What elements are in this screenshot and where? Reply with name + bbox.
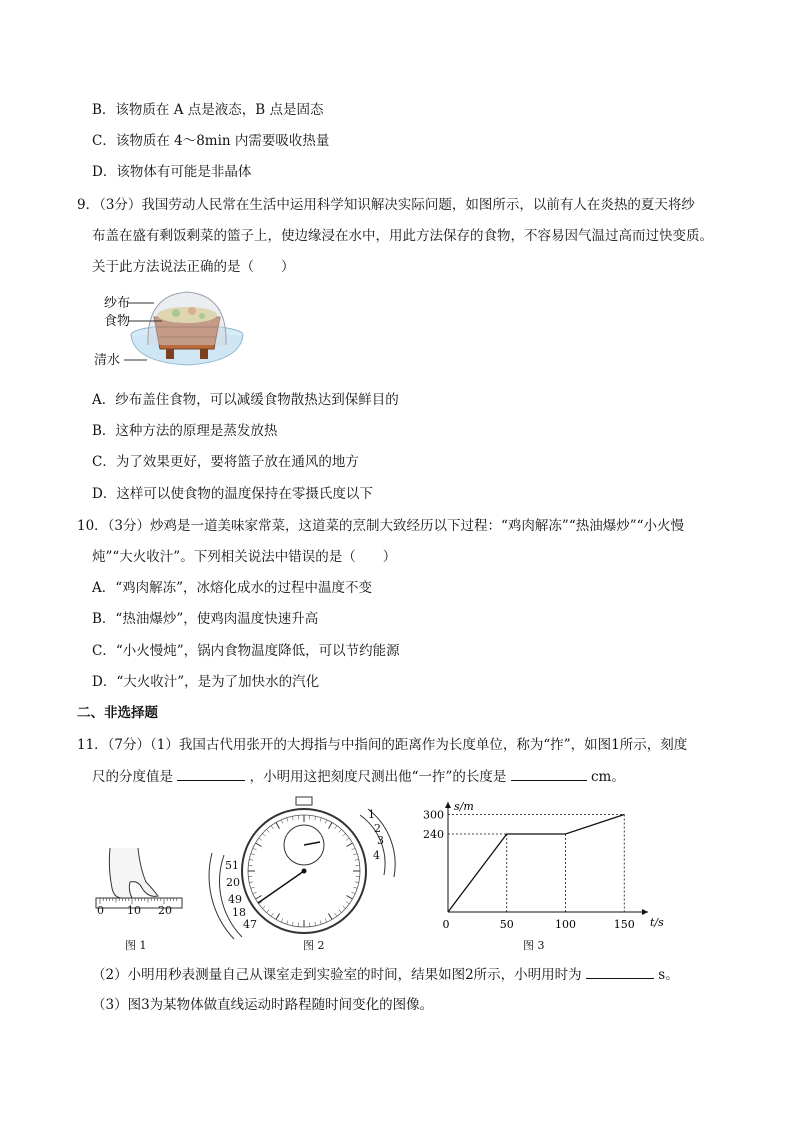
answer-blank-division[interactable] — [177, 766, 245, 781]
y-tick-label: 240 — [423, 828, 444, 841]
outer-tick-51: 51 — [225, 859, 239, 872]
x-tick-label: 50 — [499, 918, 514, 931]
ruler-tick-0: 0 — [97, 904, 104, 917]
q11-stem-line2 — [92, 766, 625, 787]
x-axis-label: t/s — [650, 916, 664, 929]
q9-option-c: C．为了效果更好，要将篮子放在通风的地方 — [92, 454, 359, 470]
fig-label-gauze: 纱布 — [104, 296, 131, 311]
q9-stem-line1: 9．（3分）我国劳动人民常在生活中运用科学知识解决实际问题，如图所示，以前有人在炎热的夏天将纱 — [77, 197, 695, 213]
fig-label-water: 清水 — [94, 353, 121, 368]
x-tick-label: 100 — [555, 918, 576, 931]
q11-stem-unit: cm。 — [591, 769, 625, 785]
q8-option-c: C．该物质在 4～8min 内需要吸收热量 — [92, 133, 330, 149]
x-axis-arrow — [642, 909, 648, 915]
outer-tick-20: 20 — [226, 876, 240, 889]
q11-stem-part2: ，小明用这把刻度尺测出他“一拃”的长度是 — [249, 769, 507, 785]
q9-option-b: B．这种方法的原理是蒸发放热 — [92, 423, 278, 439]
fig1-caption: 图 1 — [125, 939, 147, 952]
q11-sub3: （3）图3为某物体做直线运动时路程随时间变化的图像。 — [92, 997, 434, 1013]
q10-option-b: B．“热油爆炒”，使鸡肉温度快速升高 — [92, 611, 319, 627]
q10-option-d: D．“大火收汁”，是为了加快水的汽化 — [92, 674, 320, 690]
origin-label: 0 — [442, 918, 450, 931]
q10-stem-line1: 10．（3分）炒鸡是一道美味家常菜，这道菜的烹制大致经历以下过程：“鸡肉解冻”“热油爆炒”“小火慢 — [77, 518, 685, 534]
q11-sub2 — [92, 964, 679, 985]
q10-option-a: A．“鸡肉解冻”，冰熔化成水的过程中温度不变 — [92, 580, 373, 596]
q11-sub2-unit: s。 — [658, 967, 679, 983]
inner-tick-1: 1 — [368, 808, 375, 821]
fig2-caption: 图 2 — [303, 939, 325, 952]
answer-blank-time[interactable] — [586, 964, 654, 979]
outer-tick-47: 47 — [243, 918, 257, 931]
q9-stem-line3: 关于此方法说法正确的是（ ） — [92, 259, 295, 275]
q10-stem-line2: 炖”“大火收汁”。下列相关说法中错误的是（ ） — [92, 549, 397, 565]
x-tick-label: 150 — [613, 918, 635, 931]
q9-stem-line2: 布盖在盛有剩饭剩菜的篮子上，使边缘浸在水中，用此方法保存的食物，不容易因气温过高而过快变质。 — [92, 228, 713, 244]
y-axis-label: s/m — [454, 800, 474, 813]
series-line — [448, 815, 624, 913]
ruler-tick-10: 10 — [127, 904, 141, 917]
q8-option-b: B．该物质在 A 点是液态，B 点是固态 — [92, 102, 324, 118]
y-tick-label: 300 — [423, 808, 444, 822]
inner-tick-3: 3 — [377, 834, 384, 847]
fig3-caption: 图 3 — [523, 939, 545, 952]
inner-tick-4: 4 — [373, 849, 380, 862]
ruler-tick-20: 20 — [158, 904, 172, 917]
q9-option-a: A．纱布盖住食物，可以减缓食物散热达到保鲜目的 — [92, 392, 399, 408]
q11-sub2-text: （2）小明用秒表测量自己从课室走到实验室的时间，结果如图2所示，小明用时为 — [92, 967, 582, 983]
outer-tick-18: 18 — [232, 906, 246, 919]
fig-label-food: 食物 — [104, 314, 131, 329]
answer-blank-span-length[interactable] — [511, 766, 587, 781]
q11-stem-line1: 11．（7分）（1）我国古代用张开的大拇指与中指间的距离作为长度单位，称为“拃”，如图1所示，刻度 — [77, 737, 688, 753]
q8-option-d: D．该物体有可能是非晶体 — [92, 164, 252, 180]
q9-option-d: D．这样可以使食物的温度保持在零摄氏度以下 — [92, 486, 373, 502]
q11-stem-part1: 尺的分度值是 — [92, 769, 173, 785]
section-heading: 二、非选择题 — [77, 705, 158, 721]
q10-option-c: C．“小火慢炖”，锅内食物温度降低，可以节约能源 — [92, 643, 400, 659]
fig3-chart — [420, 798, 670, 938]
y-axis-arrow — [445, 802, 451, 808]
outer-tick-49: 49 — [228, 893, 242, 906]
inner-tick-2: 2 — [374, 822, 381, 835]
